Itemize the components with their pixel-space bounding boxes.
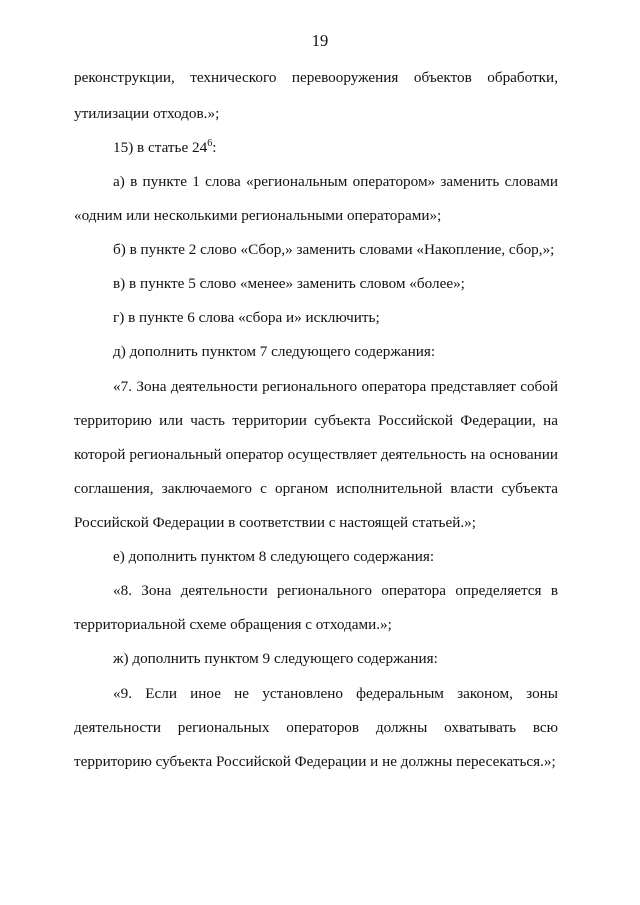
text-line-4: а) в пункте 1 слова «региональным оператором» заменить словами [113, 173, 558, 190]
page-number: 19 [311, 31, 329, 50]
text-line-9: д) дополнить пунктом 7 следующего содержания: [113, 343, 436, 360]
text-line-12: которой региональный оператор осуществляет деятельность на основании [74, 446, 558, 463]
text-line-3-main: 15) в статье 24 [113, 139, 208, 156]
text-line-11: территорию или часть территории субъекта Российской Федерации, на [74, 412, 558, 429]
text-line-3 [113, 138, 558, 158]
text-line-15: е) дополнить пунктом 8 следующего содержания: [113, 548, 435, 565]
text-line-5: «одним или несколькими региональными операторами»; [74, 207, 442, 224]
text-line-20: деятельности региональных операторов должны охватывать всю [74, 719, 558, 736]
text-line-13: соглашения, заключаемого с органом исполнительной власти субъекта [74, 480, 558, 497]
text-line-8: г) в пункте 6 слова «сбора и» исключить; [113, 309, 380, 326]
text-line-7: в) в пункте 5 слово «менее» заменить словом «более»; [113, 275, 465, 292]
text-line-10: «7. Зона деятельности регионального оператора представляет собой [113, 378, 558, 395]
text-line-19: «9. Если иное не установлено федеральным законом, зоны [113, 685, 558, 702]
text-line-1: реконструкции, технического перевооружения объектов обработки, [74, 69, 558, 86]
text-line-2: утилизации отходов.»; [74, 105, 220, 122]
text-line-3-superscript: 6 [207, 138, 213, 149]
text-line-3-tail: : [212, 139, 217, 156]
text-line-17: территориальной схеме обращения с отходами.»; [74, 616, 392, 633]
text-line-16: «8. Зона деятельности регионального оператора определяется в [113, 582, 558, 599]
text-line-18: ж) дополнить пунктом 9 следующего содержания: [113, 650, 438, 667]
text-line-14: Российской Федерации в соответствии с настоящей статьей.»; [74, 514, 476, 531]
text-line-6: б) в пункте 2 слово «Сбор,» заменить словами «Накопление, сбор,»; [113, 241, 555, 258]
text-line-21: территорию субъекта Российской Федерации и не должны пересекаться.»; [74, 753, 556, 770]
